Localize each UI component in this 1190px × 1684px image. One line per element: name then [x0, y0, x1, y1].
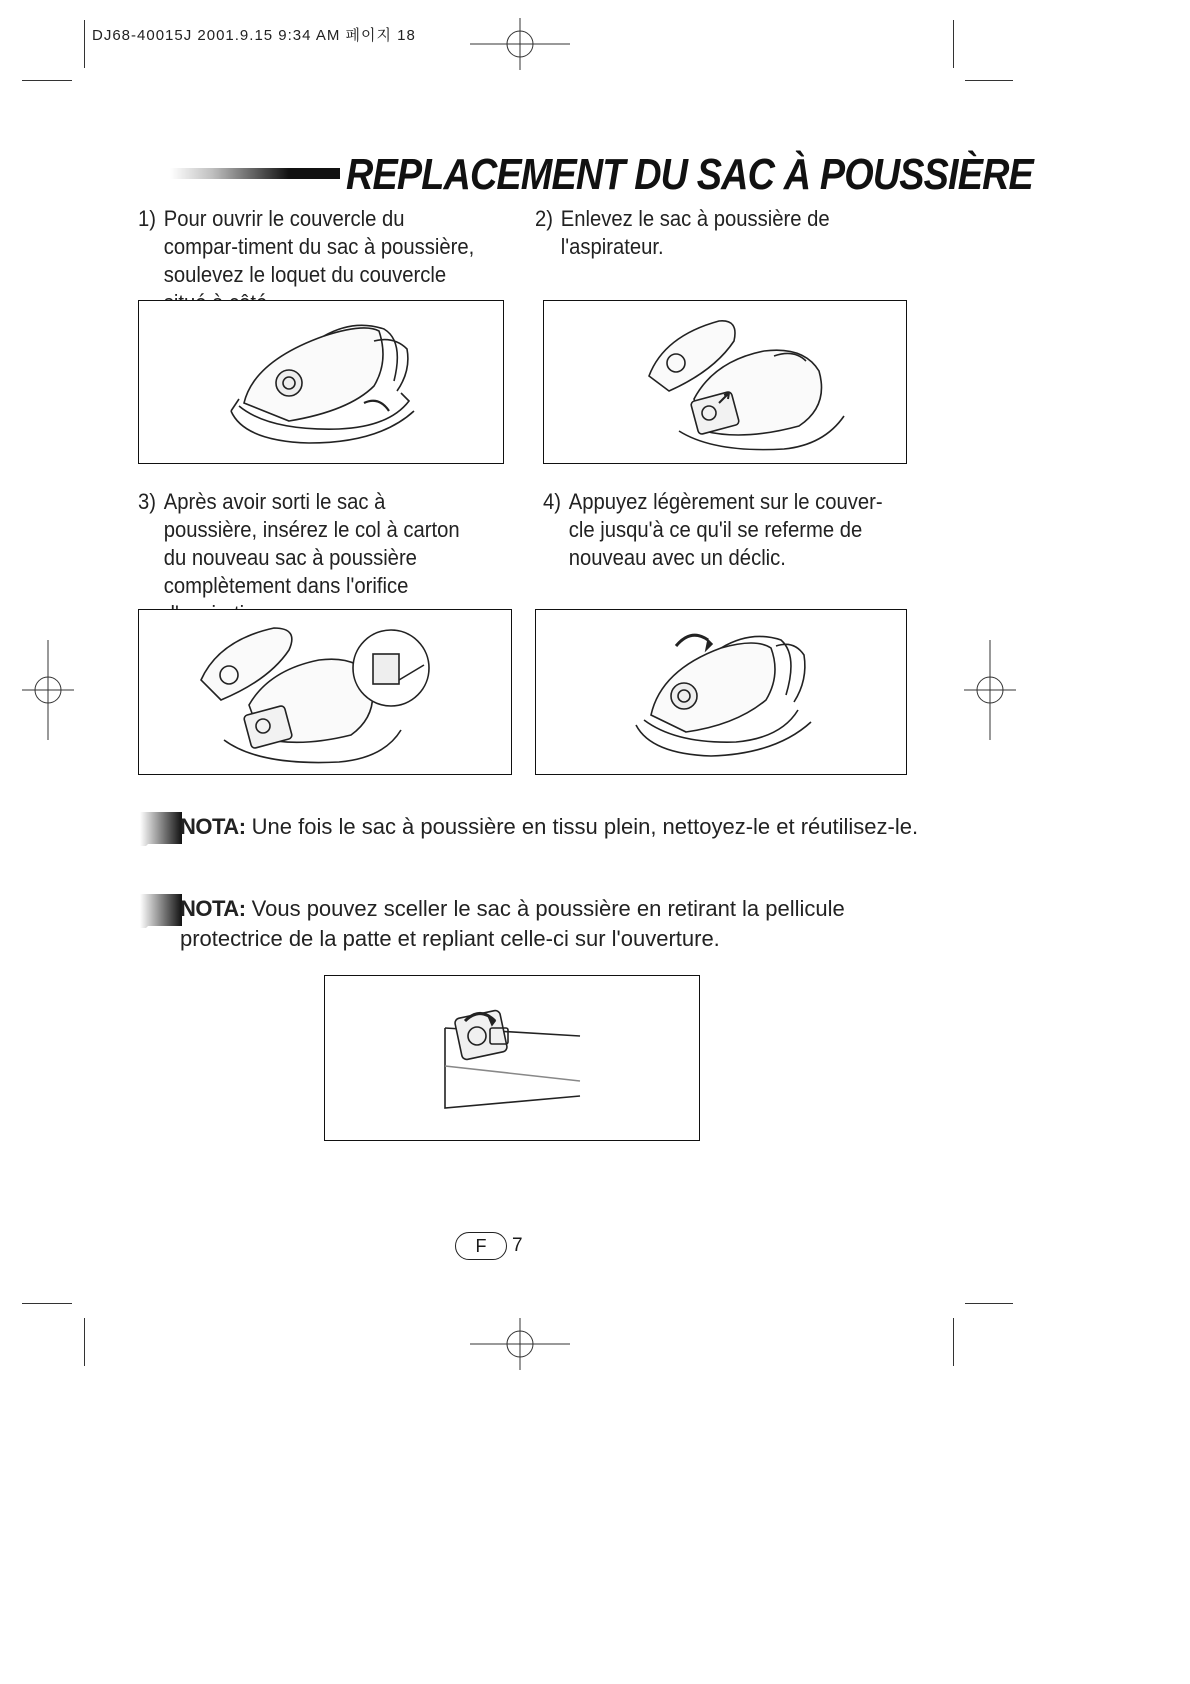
- step-text: Après avoir sorti le sac à poussière, insérez le col à carton du nouveau sac à poussière complètement dans l'orifice: [163, 489, 460, 598]
- illustration-close-cover: [535, 609, 907, 775]
- nota-badge-icon: [138, 810, 182, 846]
- title-decoration-bar: [170, 168, 340, 179]
- crop-mark: [965, 1303, 1013, 1304]
- illustration-open-cover: [138, 300, 504, 464]
- illustration-insert-bag: [138, 609, 512, 775]
- page-number: [455, 1232, 545, 1260]
- page-title: REPLACEMENT DU SAC À POUSSIÈRE: [346, 150, 1033, 199]
- note-text: Une fois le sac à poussière en tissu plein, nettoyez-le et réutilisez-le.: [251, 814, 919, 839]
- step-2: [535, 205, 839, 261]
- registration-target-icon: [22, 640, 74, 740]
- dust-bag-flap-illustration: [325, 976, 699, 1140]
- note-label: NOTA:: [180, 814, 246, 839]
- crop-mark: [84, 1318, 85, 1366]
- step-text: Pour ouvrir le couvercle du compar-timent du sac à poussière, soulevez le loquet du couvercle: [163, 206, 475, 287]
- vacuum-cleaner-illustration: [139, 610, 511, 774]
- step-number: 4): [543, 489, 561, 514]
- crop-mark: [22, 1303, 72, 1304]
- crop-mark: [84, 20, 85, 68]
- crop-mark: [22, 80, 72, 81]
- note-label: NOTA:: [180, 896, 246, 921]
- vacuum-cleaner-illustration: [139, 301, 503, 463]
- illustration-seal-bag: [324, 975, 700, 1141]
- crop-mark: [953, 1318, 954, 1366]
- illustration-remove-bag: [543, 300, 907, 464]
- step-number: 2): [535, 206, 553, 231]
- vacuum-cleaner-illustration: [544, 301, 906, 463]
- crop-mark: [953, 20, 954, 68]
- step-text: Enlevez le sac à poussière de l'aspirateur.: [560, 206, 830, 259]
- language-badge: F: [455, 1232, 507, 1260]
- step-3: [138, 488, 478, 628]
- page-number-value: 7: [512, 1235, 523, 1256]
- crop-mark: [965, 80, 1013, 81]
- print-info: DJ68-40015J 2001.9.15 9:34 AM 페이지 18: [92, 27, 416, 44]
- vacuum-cleaner-illustration: [536, 610, 906, 774]
- note-1: [180, 812, 918, 842]
- registration-target-icon: [470, 18, 570, 70]
- registration-target-icon: [470, 1318, 570, 1370]
- step-text: Appuyez légèrement sur le couver-cle jusqu'à ce qu'il se referme de nouveau avec un déclic.: [568, 489, 883, 570]
- note-2: [180, 894, 910, 954]
- step-number: 1): [138, 206, 156, 231]
- nota-badge-icon: [138, 892, 182, 928]
- note-text: Vous pouvez sceller le sac à poussière en retirant la pellicule protectrice de la patte et repliant celle-ci sur l'ouverture.: [180, 896, 845, 951]
- registration-target-icon: [964, 640, 1016, 740]
- step-number: 3): [138, 489, 156, 514]
- step-4: [543, 488, 883, 572]
